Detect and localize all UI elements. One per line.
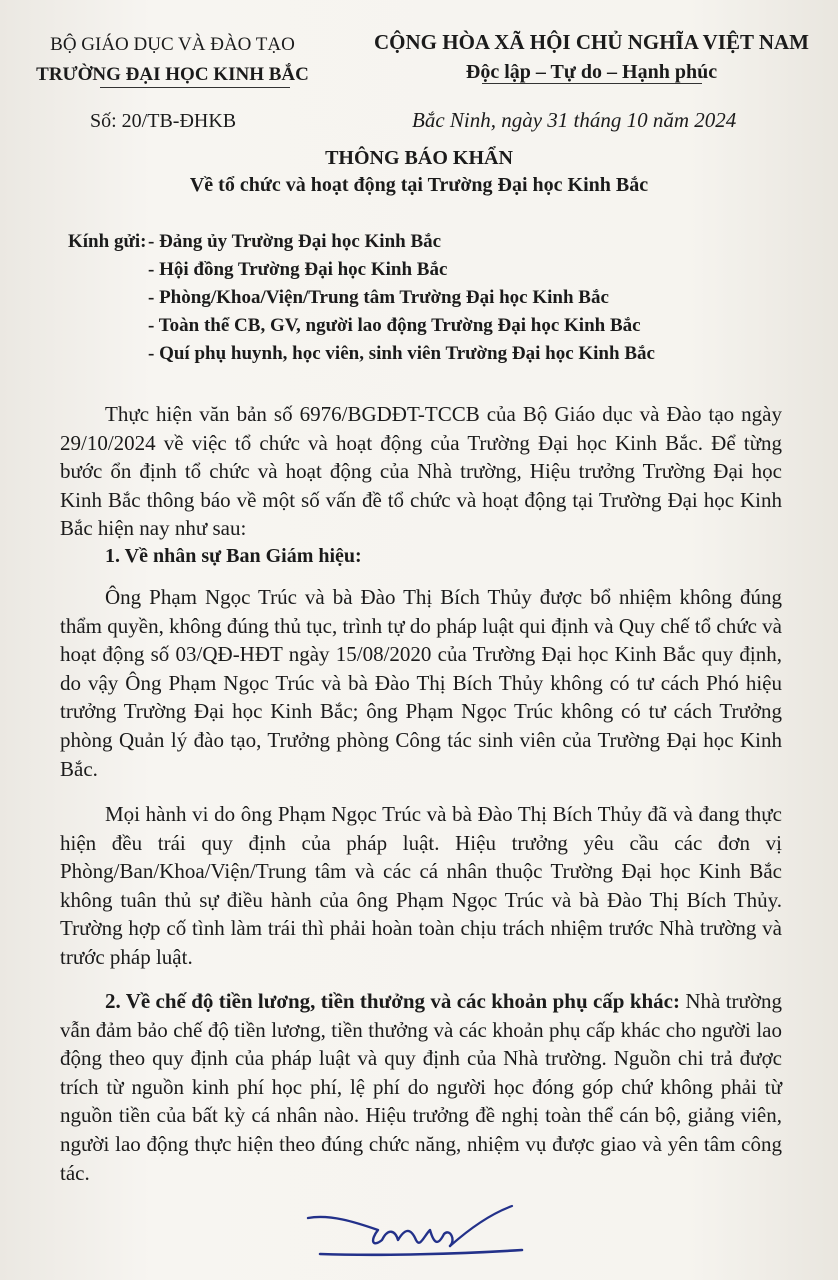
motto-underline	[482, 83, 702, 84]
intro-paragraph: Thực hiện văn bản số 6976/BGDĐT-TCCB của Bộ Giáo dục và Đào tạo ngày 29/10/2024 về việc tổ chức và hoạt động của Trường Đại học Kinh Bắc. Để từng bước ổn định tổ chức và hoạt động của Nhà trường, Hiệu trưởng Trường Đại học Kinh Bắc thông báo về một số vấn đề tổ chức và hoạt động tại Trường Đại học Kinh Bắc hiện nay như sau:	[60, 402, 782, 541]
section1-paragraph2-block	[60, 800, 782, 972]
recipient-item: - Đảng ủy Trường Đại học Kinh Bắc	[148, 231, 442, 252]
section1-paragraph1-block	[60, 583, 782, 783]
section1-paragraph2: Mọi hành vi do ông Phạm Ngọc Trúc và bà Đào Thị Bích Thủy đã và đang thực hiện đều trái quy định của pháp luật. Hiệu trưởng yêu cầu các đơn vị Phòng/Ban/Khoa/Viện/Trung tâm và các cá nhân thuộc Trường Đại học Kinh Bắc không tuân thủ sự điều hành của ông Phạm Ngọc Trúc và bà Đào Thị Bích Thủy. Trường hợp cố tình làm trái thì phải hoàn toàn chịu trách nhiệm trước Nhà trường và trước pháp luật.	[60, 802, 782, 969]
republic-name: CỘNG HÒA XÃ HỘI CHỦ NGHĨA VIỆT NAM	[373, 30, 810, 54]
signature	[300, 1200, 530, 1260]
section1-paragraph1: Ông Phạm Ngọc Trúc và bà Đào Thị Bích Thủy được bổ nhiệm không đúng thẩm quyền, không đúng thủ tục, trình tự do pháp luật qui định và Quy chế tổ chức và hoạt động số 03/QĐ-HĐT ngày 15/08/2020 của Trường Đại học Kinh Bắc quy định, do vậy Ông Phạm Ngọc Trúc và bà Đào Thị Bích Thủy không có tư cách Phó hiệu trưởng Trường Đại học Kinh Bắc; ông Phạm Ngọc Trúc không có tư cách Trưởng phòng Quản lý đào tạo, Trưởng phòng Công tác sinh viên của Trường Đại học Kinh Bắc.	[60, 585, 782, 781]
issuer-block	[0, 30, 345, 90]
university-name: TRƯỜNG ĐẠI HỌC KINH BẮC	[36, 64, 309, 85]
ministry-name: BỘ GIÁO DỤC VÀ ĐÀO TẠO	[50, 34, 295, 55]
recipient-item: - Phòng/Khoa/Viện/Trung tâm Trường Đại học Kinh Bắc	[148, 287, 609, 308]
recipient-item: - Quí phụ huynh, học viên, sinh viên Trường Đại học Kinh Bắc	[148, 343, 655, 364]
national-motto: Độc lập – Tự do – Hạnh phúc	[465, 61, 718, 83]
section2-block	[60, 987, 782, 1187]
section2-heading: 2. Về chế độ tiền lương, tiền thưởng và các khoản phụ cấp khác:	[105, 989, 680, 1013]
intro-paragraph-block	[60, 400, 782, 543]
issuer-underline	[100, 87, 290, 88]
national-heading	[345, 27, 838, 87]
section1-heading: 1. Về nhân sự Ban Giám hiệu:	[105, 545, 362, 567]
document-subtitle: Về tổ chức và hoạt động tại Trường Đại học Kinh Bắc	[189, 174, 649, 196]
recipients-label: Kính gửi:	[68, 231, 147, 252]
document-number: Số: 20/TB-ĐHKB	[90, 110, 237, 132]
recipient-item: - Hội đồng Trường Đại học Kinh Bắc	[148, 259, 448, 280]
document-title: THÔNG BÁO KHẨN	[325, 147, 513, 169]
recipient-item: - Toàn thể CB, GV, người lao động Trường Đại học Kinh Bắc	[148, 315, 641, 336]
document-date: Bắc Ninh, ngày 31 tháng 10 năm 2024	[412, 108, 737, 132]
section2-text: Nhà trường vẫn đảm bảo chế độ tiền lương, tiền thưởng và các khoản phụ cấp khác cho người lao động theo quy định của pháp luật và quy định của Nhà trường. Nguồn chi trả được trích từ nguồn kinh phí học phí, lệ phí do người học đóng góp chứ không phải từ nguồn tiền của bất kỳ cá nhân nào. Hiệu trưởng đề nghị toàn thể cán bộ, giảng viên, người lao động thực hiện theo đúng chức năng, nhiệm vụ được giao và yên tâm công tác.	[60, 989, 783, 1185]
